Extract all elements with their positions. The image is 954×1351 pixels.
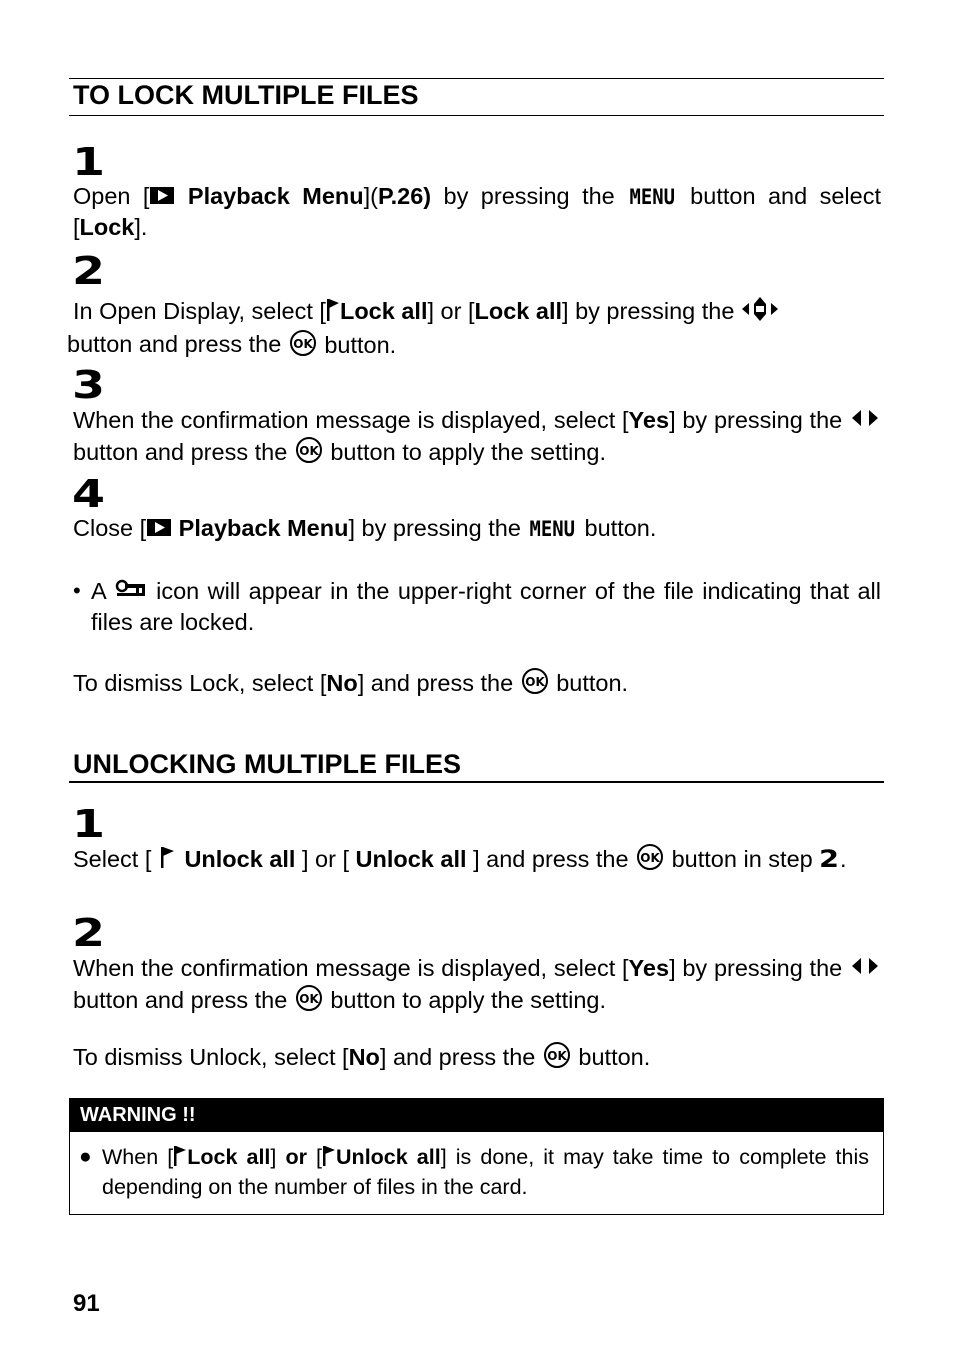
top-rule (69, 78, 884, 79)
svg-text:OK: OK (524, 675, 545, 689)
ok-button-icon (294, 985, 324, 1019)
flag-icon (326, 297, 340, 329)
step-number: 4 (72, 472, 106, 516)
warning-title: WARNING !! (70, 1099, 883, 1132)
svg-text:OK: OK (293, 336, 313, 351)
playback-icon (146, 515, 172, 545)
step-1-text: Open [ Playback Menu](P.26) by pressing the MENU button and select [Lock]. (73, 183, 881, 240)
dismiss-lock-text: To dismiss Lock, select [No] and press the OK button. (73, 668, 881, 702)
page-number: 91 (73, 1290, 100, 1317)
step-number: 2 (72, 911, 106, 955)
ok-button-icon (288, 330, 318, 364)
step-number: 1 (72, 802, 106, 846)
svg-text:OK: OK (640, 851, 660, 865)
flag-icon (158, 844, 178, 878)
warning-text: When [ Lock all] or [ Unlock all] is done, it may take time to complete this depending on the number of files in the card. (102, 1145, 869, 1200)
heading-underline (69, 115, 884, 116)
lock-icon-note: A icon will appear in the upper-right corner of the file indicating that all files are locked. (91, 578, 881, 635)
svg-text:OK: OK (299, 991, 319, 1006)
bullet-dot: • (73, 578, 81, 603)
section-title-lock: TO LOCK MULTIPLE FILES (73, 80, 419, 110)
flag-icon (173, 1144, 187, 1174)
section-title-unlock: UNLOCKING MULTIPLE FILES (73, 749, 461, 779)
menu-button-label: MENU (629, 185, 676, 209)
menu-button-label: MENU (529, 517, 576, 541)
warning-bullet: ● (79, 1145, 92, 1168)
svg-text:OK: OK (547, 1049, 567, 1063)
step-2-text: In Open Display, select [ Lock all] or [Lock all] by pressing the button and press the OK button. (73, 296, 881, 363)
step-number: 3 (72, 363, 106, 407)
four-way-arrows-icon (741, 296, 779, 330)
svg-text:OK: OK (299, 443, 319, 458)
dismiss-unlock-text: To dismiss Unlock, select [No] and press the OK button. (73, 1042, 881, 1076)
ok-button-icon (635, 844, 665, 878)
warning-box (69, 1098, 884, 1215)
heading-underline (69, 781, 884, 783)
unlock-step-1-text: Select [ Unlock all ] or [ Unlock all ] and press the OK button in step 2. (73, 844, 881, 878)
ok-button-icon (542, 1042, 572, 1076)
unlock-step-2-text: When the confirmation message is displayed, select [Yes] by pressing the button and press the OK button to apply the setting. (73, 954, 881, 1018)
left-right-arrows-icon (849, 407, 881, 437)
ok-button-icon (294, 437, 324, 471)
step-4-text: Close [ Playback Menu] by pressing the MENU button. (73, 514, 881, 545)
step-reference: 2 (819, 844, 840, 873)
ok-button-icon (520, 668, 550, 702)
flag-icon (322, 1144, 336, 1174)
step-3-text: When the confirmation message is displayed, select [Yes] by pressing the button and press the OK button to apply the setting. (73, 406, 881, 470)
step-number: 1 (72, 140, 106, 184)
playback-icon (149, 183, 175, 213)
left-right-arrows-icon (849, 955, 881, 985)
key-lock-icon (114, 578, 148, 608)
step-number: 2 (72, 249, 106, 293)
